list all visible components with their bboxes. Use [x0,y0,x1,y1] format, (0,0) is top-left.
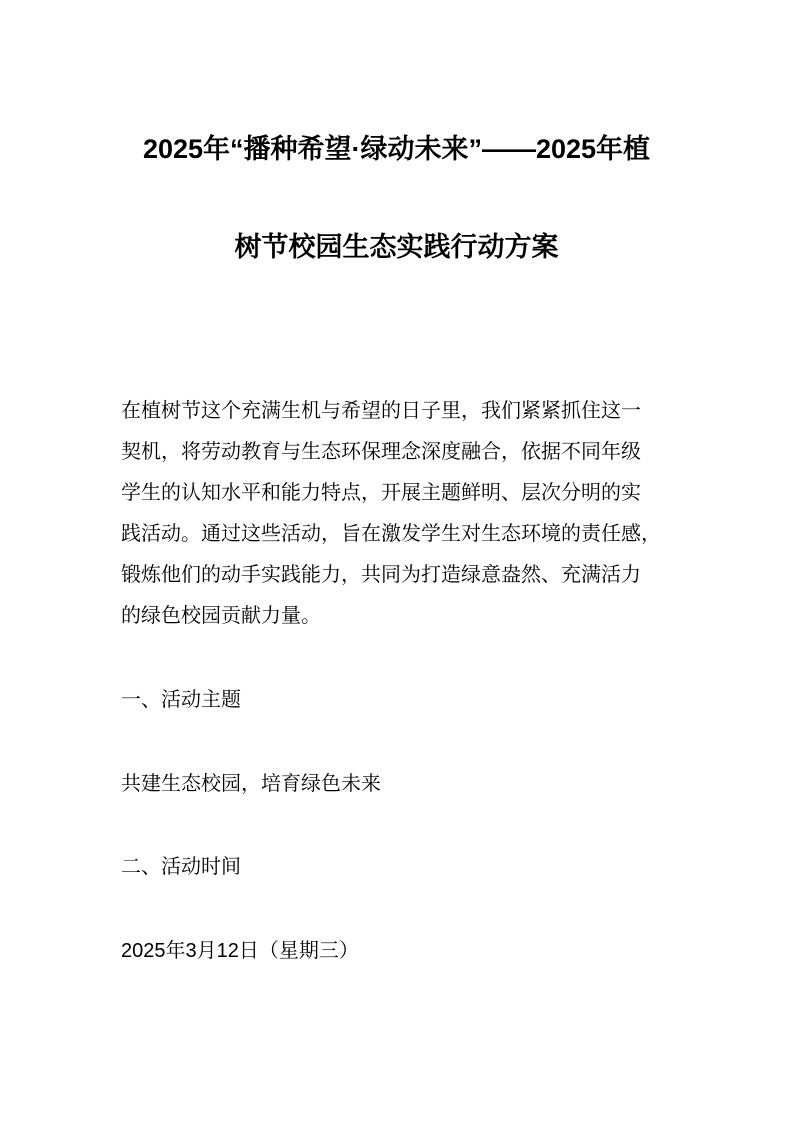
intro-paragraph-line: 在植树节这个充满生机与希望的日子里，我们紧紧抓住这一 [121,400,641,422]
section-heading-time: 二、活动时间 [121,856,241,878]
section-content-theme: 共建生态校园，培育绿色未来 [121,773,381,795]
section-content-time: 2025年3月12日（星期三） [121,940,359,962]
document-title-line-1: 2025年“播种希望·绿动未来”——2025年植 [142,134,651,164]
intro-paragraph-line: 践活动。通过这些活动，旨在激发学生对生态环境的责任感， [121,523,661,545]
intro-paragraph-line: 锻炼他们的动手实践能力，共同为打造绿意盎然、充满活力 [121,564,641,586]
intro-paragraph-line: 的绿色校园贡献力量。 [121,605,321,627]
intro-paragraph-line: 契机，将劳动教育与生态环保理念深度融合，依据不同年级 [121,441,641,463]
intro-paragraph-line: 学生的认知水平和能力特点，开展主题鲜明、层次分明的实 [121,482,641,504]
document-title-line-2: 树节校园生态实践行动方案 [234,232,559,262]
section-heading-theme: 一、活动主题 [121,689,241,711]
